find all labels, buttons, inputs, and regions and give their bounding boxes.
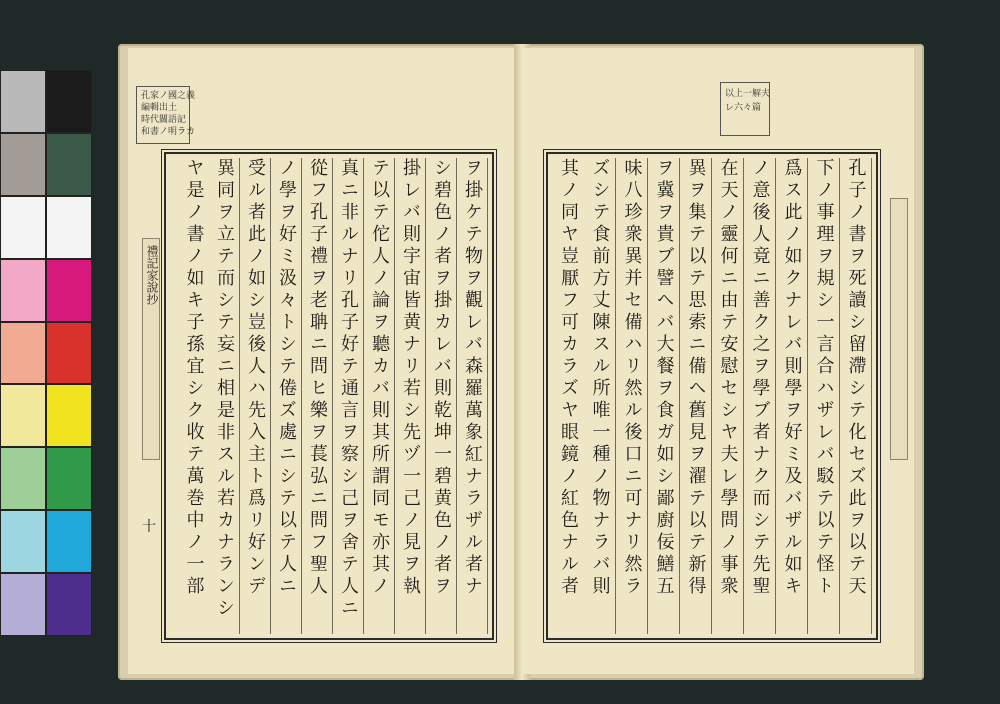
color-patch xyxy=(46,510,92,573)
left-folio xyxy=(142,238,160,460)
left-text-frame xyxy=(164,152,494,640)
column-text: 受ル者此ノ如シ豈後人ハ先入主ト爲リ好ンデ xyxy=(245,158,266,598)
color-patch xyxy=(0,259,46,322)
column-text: 異同ヲ立テ而シテ妄ニ相是非スル若カナランシ xyxy=(214,158,235,620)
folio-title: 禮記家說抄 xyxy=(145,245,159,305)
text-column xyxy=(333,158,364,634)
text-column xyxy=(712,158,744,634)
column-text: 孔子ノ書ヲ死讀シ留滯シテ化セズ此ヲ以テ天 xyxy=(845,158,867,598)
headnote-line: 以上一解夫 xyxy=(725,89,771,99)
headnote-line: 孔家ノ國之義 xyxy=(141,91,196,101)
column-text: ヲ掛ケテ物ヲ觀レバ森羅萬象紅ナラザル者ナ xyxy=(462,158,483,598)
column-text: ノ學ヲ好ミ汲々トシテ倦ズ處ニシテ以テ人ニ xyxy=(276,158,297,598)
column-text: 味八珍衆異并セ備ハリ然ル後口ニ可ナリ然ラ xyxy=(621,158,643,598)
headnote-line: 時代關語記 xyxy=(141,115,187,125)
headnote-line: 和書ノ明ラカ xyxy=(141,127,196,137)
left-page xyxy=(128,48,518,674)
text-column xyxy=(744,158,776,634)
color-patch xyxy=(46,70,92,133)
color-patch xyxy=(46,447,92,510)
color-checker-strip xyxy=(0,70,92,636)
right-edge-folio xyxy=(890,198,908,460)
color-patch xyxy=(0,70,46,133)
text-column xyxy=(302,158,333,634)
color-patch xyxy=(0,510,46,573)
text-column xyxy=(178,158,209,634)
column-text: ヤ是ノ書ノ如キ子孫宜シク收テ萬巻中ノ一部 xyxy=(183,158,205,598)
text-column xyxy=(552,158,584,634)
column-text: 真ニ非ルナリ孔子好テ通言ヲ察シ己ヲ舍テ人ニ xyxy=(338,158,359,620)
text-column xyxy=(426,158,457,634)
headnote-line: レ六々篇 xyxy=(725,103,762,113)
text-column xyxy=(240,158,271,634)
text-column xyxy=(840,158,872,634)
open-book xyxy=(118,44,924,680)
column-text: テ以テ佗人ノ論ヲ聽カバ則其所謂同モ亦其ノ xyxy=(369,158,390,598)
text-column xyxy=(616,158,648,634)
color-patch xyxy=(0,196,46,259)
color-patch xyxy=(0,573,46,636)
color-patch xyxy=(46,196,92,259)
column-text: ヲ冀ヲ貴ブ譬ヘバ大餐ヲ食ガ如シ鄙廚佞鱔五 xyxy=(653,158,675,598)
text-column xyxy=(209,158,240,634)
right-text-frame xyxy=(546,152,878,640)
column-text: 從フ孔子禮ヲ老聃ニ問ヒ樂ヲ萇弘ニ問フ聖人 xyxy=(307,158,328,598)
column-text: 下ノ事理ヲ規シ一言合ハザレバ駁テ以テ怪ト xyxy=(813,158,835,598)
color-patch xyxy=(0,133,46,196)
column-text: 爲ス此ノ如クナレバ則學ヲ好ミ及バザル如キ xyxy=(781,158,803,598)
column-text: 在天ノ靈何ニ由テ安慰セシヤ夫レ學問ノ事衆 xyxy=(717,158,739,598)
column-text: シ碧色ノ者ヲ掛カレバ則乾坤一碧黄色ノ者ヲ xyxy=(431,158,452,598)
page-number: 十 xyxy=(142,519,156,535)
color-patch xyxy=(46,573,92,636)
right-headnote-box xyxy=(720,82,770,136)
headnote-line: 編輯出土 xyxy=(141,103,178,113)
left-headnote-box xyxy=(136,86,196,144)
color-patch xyxy=(0,322,46,385)
column-text: 異ヲ集テ以テ思索ニ備ヘ舊見ヲ濯テ以テ新得 xyxy=(685,158,707,598)
color-patch xyxy=(0,447,46,510)
column-text: ノ意後人竟ニ善ク之ヲ學ブ者ナク而シテ先聖 xyxy=(749,158,771,598)
text-column xyxy=(680,158,712,634)
text-column xyxy=(395,158,426,634)
right-page xyxy=(522,48,914,674)
color-patch xyxy=(46,322,92,385)
text-column xyxy=(364,158,395,634)
color-patch xyxy=(0,384,46,447)
column-text: 其ノ同ヤ豈厭フ可カラズヤ眼鏡ノ紅色ナル者 xyxy=(558,158,579,598)
text-column xyxy=(776,158,808,634)
column-text: 掛レバ則宇宙皆黄ナリ若シ先ヅ一己ノ見ヲ執 xyxy=(400,158,421,598)
color-patch xyxy=(46,133,92,196)
text-column xyxy=(457,158,488,634)
text-column xyxy=(584,158,616,634)
color-patch xyxy=(46,384,92,447)
text-column xyxy=(808,158,840,634)
column-text: ズシテ食前方丈陳スル所唯一種ノ物ナラバ則 xyxy=(589,158,611,598)
text-column xyxy=(271,158,302,634)
text-column xyxy=(648,158,680,634)
color-patch xyxy=(46,259,92,322)
